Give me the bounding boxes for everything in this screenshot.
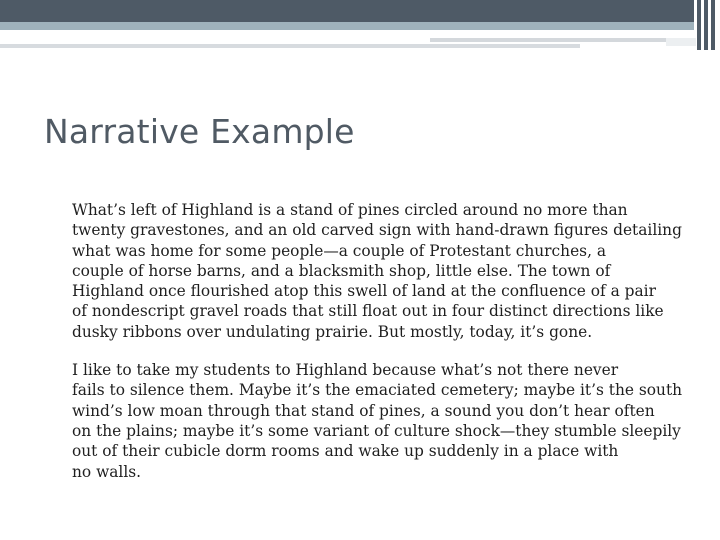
- text-line: twenty gravestones, and an old carved sign with hand-drawn figures detailing: [72, 221, 682, 240]
- text-line: couple of horse barns, and a blacksmith shop, little else. The town of: [72, 261, 611, 280]
- text-line: of nondescript gravel roads that still float out in four distinct directions like: [72, 302, 664, 321]
- text-line: what was home for some people—a couple of Protestant churches, a: [72, 241, 607, 260]
- slide-body: [52, 200, 682, 500]
- text-line: dusky ribbons over undulating prairie. But mostly, today, it’s gone.: [72, 322, 593, 341]
- text-line: wind’s low moan through that stand of pines, a sound you don’t hear often: [72, 401, 655, 420]
- header-stripe: [711, 0, 715, 50]
- text-line: What’s left of Highland is a stand of pines circled around no more than: [72, 201, 628, 219]
- paragraph-1: [52, 200, 682, 342]
- header-corner-accent: [666, 38, 696, 46]
- slide-title: Narrative Example: [44, 112, 355, 151]
- header-rule-right: [430, 38, 666, 42]
- text-line: fails to silence them. Maybe it’s the emaciated cemetery; maybe it’s the south: [72, 381, 683, 400]
- header-rule-left: [0, 44, 580, 48]
- header-stripe: [697, 0, 701, 50]
- text-line: no walls.: [72, 462, 142, 481]
- paragraph-2: [52, 360, 682, 482]
- header-stripe: [704, 0, 708, 50]
- header-bar-teal: [0, 22, 694, 30]
- text-line: on the plains; maybe it’s some variant of culture shock—they stumble sleepily: [72, 421, 681, 440]
- text-line: Highland once flourished atop this swell of land at the confluence of a pair: [72, 282, 656, 301]
- text-line: I like to take my students to Highland because what’s not there never: [72, 361, 619, 380]
- header-bar-dark: [0, 0, 694, 22]
- text-line: out of their cubicle dorm rooms and wake up suddenly in a place with: [72, 442, 619, 461]
